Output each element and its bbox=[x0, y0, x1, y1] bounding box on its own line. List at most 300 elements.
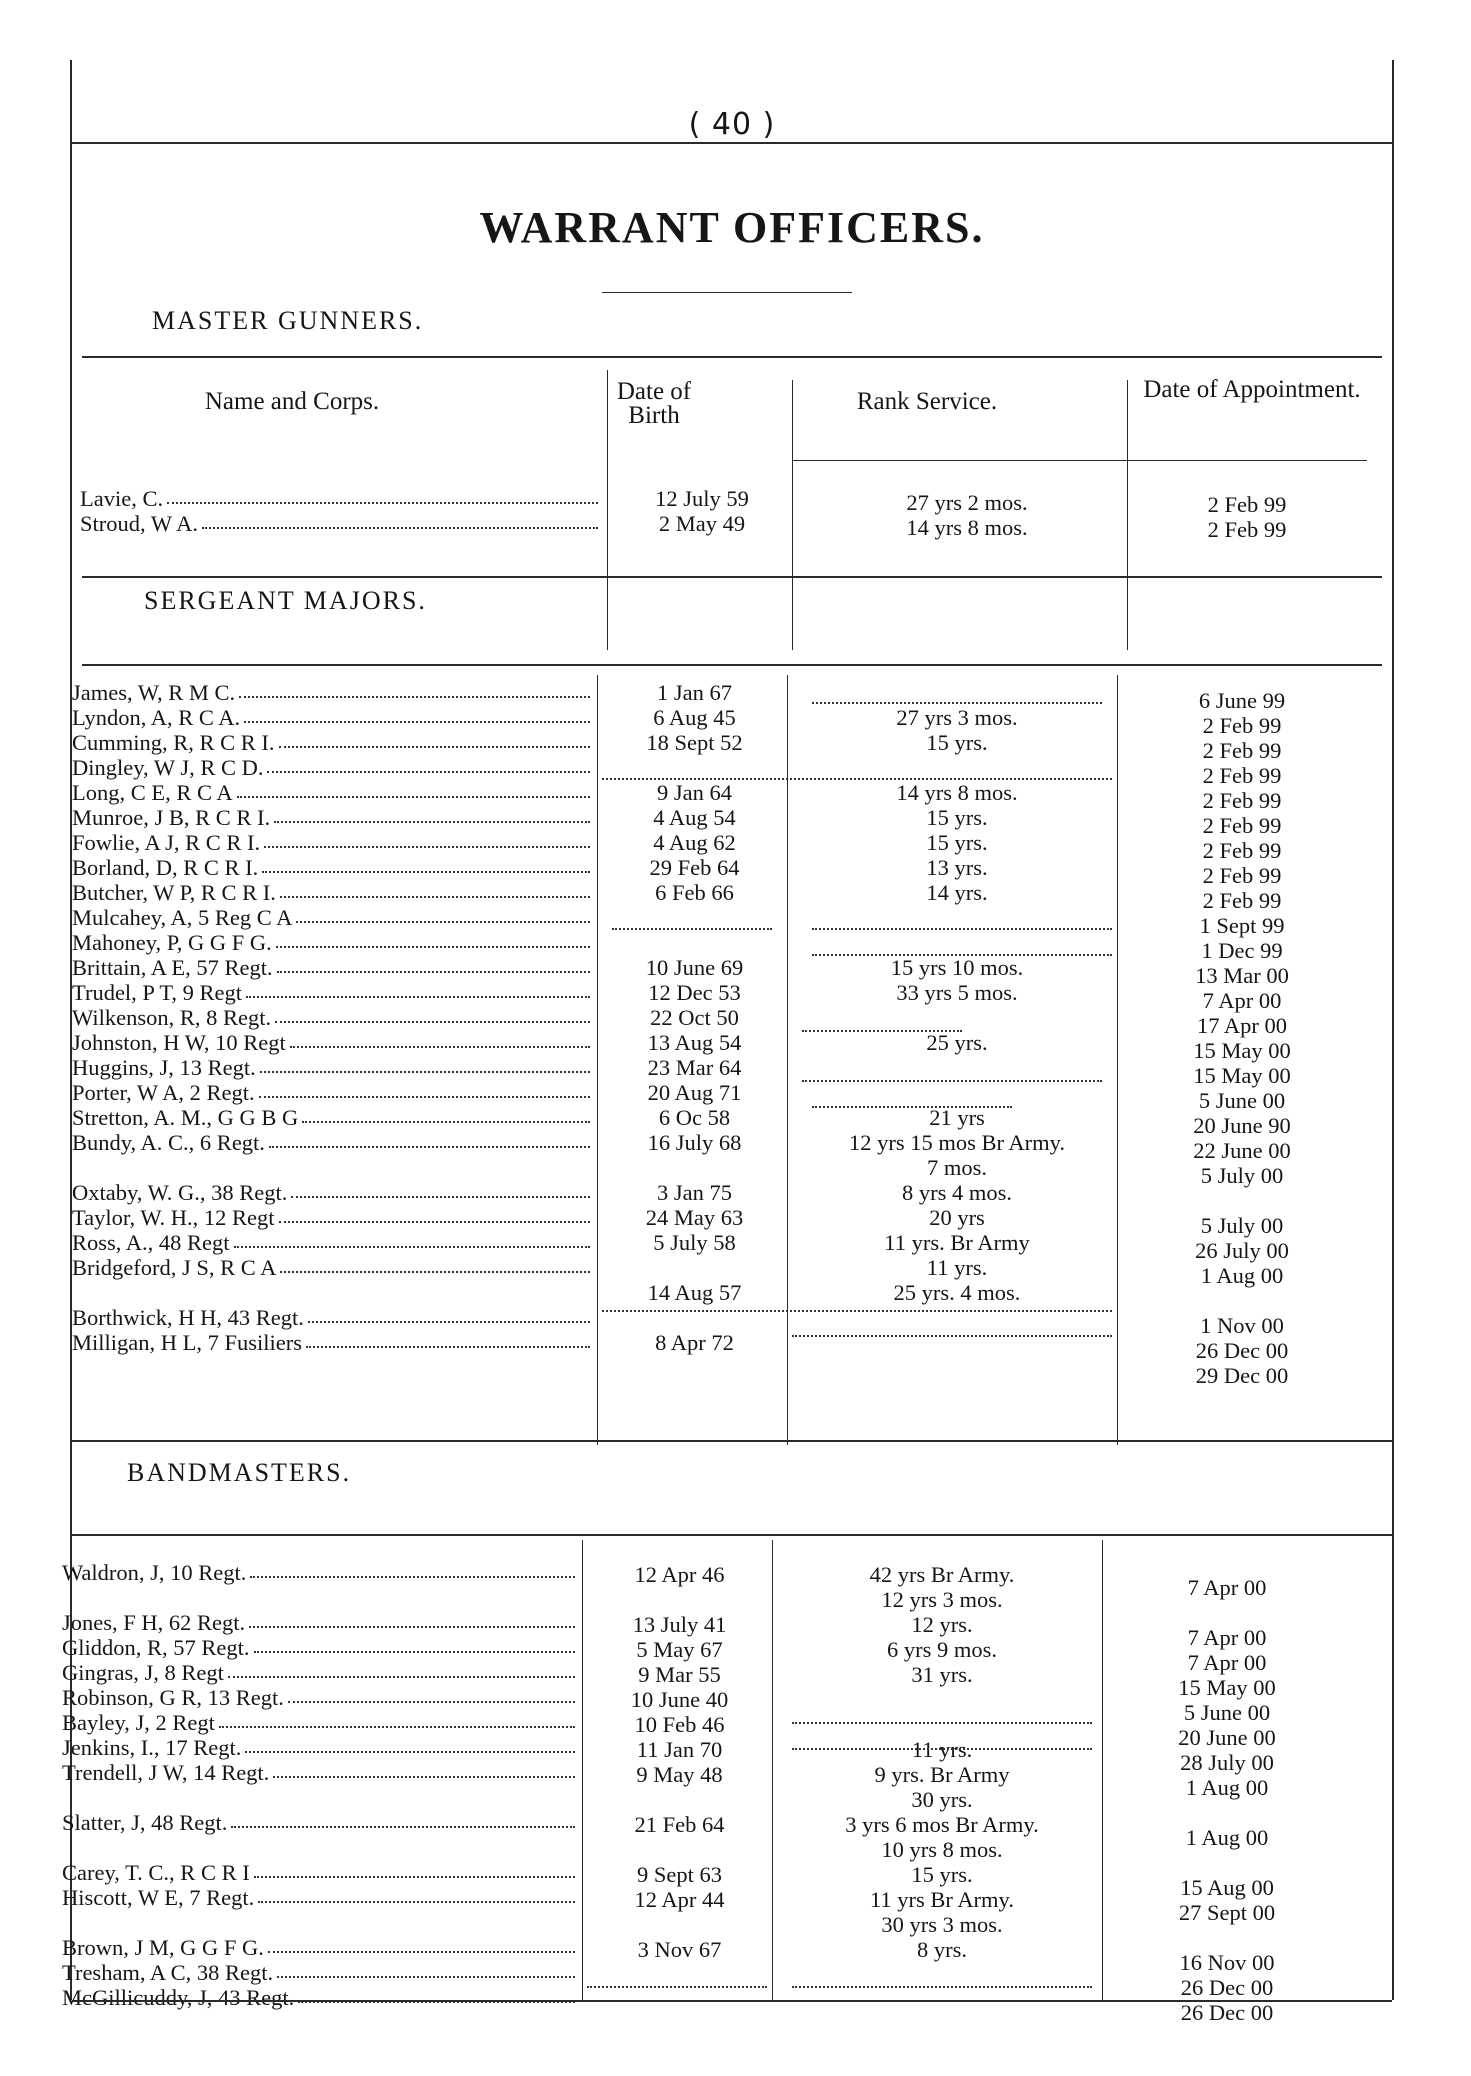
table-row bbox=[62, 1635, 579, 1660]
table-row bbox=[72, 705, 594, 730]
birth-date: 4 Aug 62 bbox=[653, 830, 736, 855]
appointment-date: 1 Sept 99 bbox=[1199, 913, 1285, 938]
rank-service: 33 yrs 5 mos. bbox=[896, 980, 1018, 1005]
leader-dots bbox=[250, 1560, 575, 1578]
table-row bbox=[62, 1860, 579, 1885]
officer-name: Hiscott, W E, 7 Regt. bbox=[62, 1885, 255, 1910]
table-row bbox=[62, 1960, 579, 1985]
bm-divider-1 bbox=[582, 1540, 583, 2000]
leader-dots bbox=[254, 1860, 575, 1878]
sm-divider-2 bbox=[787, 675, 788, 1445]
appointment-date: 7 Apr 00 bbox=[1202, 988, 1282, 1013]
officer-name: Lyndon, A, R C A. bbox=[72, 705, 241, 730]
officer-name: Wilkenson, R, 8 Regt. bbox=[72, 1005, 272, 1030]
officer-name: Mahoney, P, G G F G. bbox=[72, 930, 272, 955]
master-gunners-births bbox=[617, 486, 787, 536]
leader-dots bbox=[264, 830, 590, 848]
appointment-date: 29 Dec 00 bbox=[1195, 1363, 1289, 1388]
rank-service: 31 yrs. bbox=[911, 1662, 973, 1687]
birth-date bbox=[592, 1962, 767, 1987]
mg-header-rule-service bbox=[792, 460, 1127, 461]
officer-name: Jenkins, I., 17 Regt. bbox=[62, 1735, 242, 1760]
leader-dots bbox=[231, 1810, 575, 1828]
table-row bbox=[62, 1910, 579, 1935]
rank-service bbox=[797, 1305, 1117, 1330]
appointment-date: 2 Feb 99 bbox=[1207, 517, 1287, 542]
rank-service bbox=[797, 755, 1117, 780]
birth-date: 8 Apr 72 bbox=[655, 1330, 734, 1355]
leader-dots bbox=[228, 1660, 575, 1678]
mg-divider-1 bbox=[607, 370, 608, 650]
birth-date: 21 Feb 64 bbox=[634, 1812, 725, 1837]
page-number-rule bbox=[72, 142, 1392, 144]
leader-dots bbox=[245, 1735, 575, 1753]
appointment-date bbox=[1112, 1850, 1342, 1875]
rank-service: 8 yrs 4 mos. bbox=[901, 1180, 1012, 1205]
birth-date: 10 Feb 46 bbox=[634, 1712, 725, 1737]
table-row bbox=[62, 1760, 579, 1785]
birth-dotted-rule bbox=[612, 928, 772, 930]
birth-date: 11 Jan 70 bbox=[636, 1737, 723, 1762]
appointment-date: 2 Feb 99 bbox=[1202, 788, 1282, 813]
birth-date: 24 May 63 bbox=[645, 1205, 744, 1230]
rank-service: 27 yrs 3 mos. bbox=[896, 705, 1018, 730]
leader-dots bbox=[249, 1610, 575, 1628]
appointment-date: 28 July 00 bbox=[1180, 1750, 1274, 1775]
sergeant-majors-births bbox=[607, 680, 782, 1355]
table-row bbox=[72, 1130, 594, 1155]
master-gunners-heading: MASTER GUNNERS. bbox=[152, 306, 424, 335]
birth-date: 5 July 58 bbox=[653, 1230, 736, 1255]
rank-service: 9 yrs. Br Army bbox=[874, 1762, 1010, 1787]
rank-service: 21 yrs bbox=[929, 1105, 985, 1130]
birth-date: 4 Aug 54 bbox=[653, 805, 736, 830]
row-dotted-rule bbox=[602, 778, 1112, 780]
table-row bbox=[62, 1885, 579, 1910]
appointment-date: 5 July 00 bbox=[1200, 1163, 1284, 1188]
rank-service: 27 yrs 2 mos. bbox=[906, 490, 1028, 515]
sergeant-majors-heading: SERGEANT MAJORS. bbox=[144, 586, 427, 615]
officer-name: Slatter, J, 48 Regt. bbox=[62, 1810, 228, 1835]
appointment-date: 2 Feb 99 bbox=[1207, 492, 1287, 517]
mg-divider-3 bbox=[1127, 380, 1128, 650]
rank-service: 15 yrs. bbox=[926, 805, 988, 830]
appointment-date: 7 Apr 00 bbox=[1187, 1650, 1267, 1675]
mg-divider-2 bbox=[792, 380, 793, 650]
sm-divider-1 bbox=[597, 675, 598, 1445]
leader-dots bbox=[288, 1685, 575, 1703]
rank-service: 11 yrs. Br Army bbox=[884, 1230, 1030, 1255]
sergeant-majors-names bbox=[72, 680, 594, 1355]
leader-dots bbox=[244, 705, 590, 723]
birth-date: 14 Aug 57 bbox=[647, 1280, 742, 1305]
leader-dots bbox=[277, 1960, 575, 1978]
appointment-date: 2 Feb 99 bbox=[1202, 738, 1282, 763]
service-dotted-rule bbox=[812, 1106, 1012, 1108]
appointment-date: 1 Aug 00 bbox=[1185, 1825, 1269, 1850]
leader-dots bbox=[234, 1230, 590, 1248]
leader-dots bbox=[268, 1935, 575, 1953]
table-row bbox=[80, 486, 602, 511]
table-row bbox=[72, 955, 594, 980]
appointment-date: 7 Apr 00 bbox=[1187, 1575, 1267, 1600]
master-gunners-services bbox=[807, 490, 1127, 540]
bandmasters-births bbox=[592, 1562, 767, 2012]
appointment-date: 2 Feb 99 bbox=[1202, 763, 1282, 788]
table-row bbox=[72, 805, 594, 830]
leader-dots bbox=[167, 486, 598, 504]
leader-dots bbox=[306, 1330, 590, 1348]
appointment-date bbox=[1112, 1600, 1342, 1625]
rank-service: 15 yrs. bbox=[926, 730, 988, 755]
birth-date bbox=[592, 1837, 767, 1862]
officer-name: Lavie, C. bbox=[80, 486, 164, 511]
rank-service bbox=[797, 930, 1117, 955]
birth-date: 9 Sept 63 bbox=[636, 1862, 722, 1887]
birth-date: 23 Mar 64 bbox=[647, 1055, 742, 1080]
table-row bbox=[72, 830, 594, 855]
table-row bbox=[72, 1055, 594, 1080]
leader-dots bbox=[308, 1305, 590, 1323]
officer-name: Brown, J M, G G F G. bbox=[62, 1935, 264, 1960]
appointment-date: 5 July 00 bbox=[1200, 1213, 1284, 1238]
officer-name: Tresham, A C, 38 Regt. bbox=[62, 1960, 274, 1985]
table-row bbox=[80, 511, 602, 536]
officer-name: Borland, D, R C R I. bbox=[72, 855, 259, 880]
appointment-date: 1 Nov 00 bbox=[1200, 1313, 1284, 1338]
leader-dots bbox=[280, 880, 590, 898]
sergeant-majors-services bbox=[797, 680, 1117, 1355]
master-gunners-appointments bbox=[1132, 492, 1362, 542]
row-dotted-rule bbox=[602, 1310, 1112, 1312]
rank-service: 12 yrs 15 mos Br Army. bbox=[848, 1130, 1066, 1155]
appointment-date: 26 Dec 00 bbox=[1180, 2000, 1274, 2025]
birth-date: 22 Oct 50 bbox=[650, 1005, 739, 1030]
table-row bbox=[72, 855, 594, 880]
rank-service bbox=[797, 1080, 1117, 1105]
appointment-date: 22 June 00 bbox=[1193, 1138, 1291, 1163]
officer-name: James, W, R M C. bbox=[72, 680, 236, 705]
service-dotted-rule bbox=[792, 1748, 1092, 1750]
appointment-column-header: Date of Appointment. bbox=[1143, 376, 1361, 403]
table-row bbox=[72, 1330, 594, 1355]
leader-dots bbox=[254, 1635, 575, 1653]
birth-column-header: Date of Birth bbox=[616, 378, 692, 429]
birth-date bbox=[607, 930, 782, 955]
appointment-date: 26 Dec 00 bbox=[1180, 1975, 1274, 2000]
appointment-date: 15 May 00 bbox=[1193, 1063, 1291, 1088]
officer-name: Mulcahey, A, 5 Reg C A bbox=[72, 905, 293, 930]
rank-service: 11 yrs Br Army. bbox=[870, 1887, 1014, 1912]
appointment-date: 2 Feb 99 bbox=[1202, 863, 1282, 888]
appointment-date: 20 June 90 bbox=[1193, 1113, 1291, 1138]
leader-dots bbox=[260, 1055, 590, 1073]
table-row bbox=[72, 755, 594, 780]
appointment-date: 13 Mar 00 bbox=[1195, 963, 1289, 988]
birth-date: 16 July 68 bbox=[647, 1130, 742, 1155]
sergeant-majors-appointments bbox=[1127, 688, 1357, 1388]
birth-date: 6 Aug 45 bbox=[653, 705, 736, 730]
service-dotted-rule bbox=[802, 1080, 1102, 1082]
table-row bbox=[72, 1155, 594, 1180]
leader-dots bbox=[280, 1255, 590, 1273]
table-row bbox=[62, 1610, 579, 1635]
table-row bbox=[62, 1735, 579, 1760]
appointment-date: 2 Feb 99 bbox=[1202, 838, 1282, 863]
table-row bbox=[72, 780, 594, 805]
rank-service: 14 yrs. bbox=[926, 880, 988, 905]
appointment-date: 5 June 00 bbox=[1183, 1700, 1271, 1725]
officer-name: Carey, T. C., R C R I bbox=[62, 1860, 250, 1885]
leader-dots bbox=[237, 780, 590, 798]
birth-dotted-rule bbox=[587, 1986, 767, 1988]
leader-dots bbox=[291, 1180, 590, 1198]
appointment-date: 1 Dec 99 bbox=[1201, 938, 1283, 963]
service-dotted-rule bbox=[812, 702, 1102, 704]
rank-service: 12 yrs. bbox=[911, 1612, 973, 1637]
table-row bbox=[72, 1255, 594, 1280]
birth-date: 12 July 59 bbox=[655, 486, 749, 511]
rank-service: 25 yrs. bbox=[926, 1030, 988, 1055]
service-dotted-rule bbox=[792, 1335, 1112, 1337]
birth-date bbox=[592, 1587, 767, 1612]
officer-name: Huggins, J, 13 Regt. bbox=[72, 1055, 256, 1080]
appointment-date: 2 Feb 99 bbox=[1202, 888, 1282, 913]
rank-service: 3 yrs 6 mos Br Army. bbox=[845, 1812, 1039, 1837]
table-row bbox=[62, 1985, 579, 2010]
appointment-date: 15 Aug 00 bbox=[1180, 1875, 1274, 1900]
appointment-date bbox=[1127, 1188, 1357, 1213]
birth-date: 3 Jan 75 bbox=[657, 1180, 732, 1205]
sergeant-majors-bottom-rule bbox=[72, 1440, 1392, 1442]
appointment-date bbox=[1112, 1925, 1342, 1950]
officer-name: Bundy, A. C., 6 Regt. bbox=[72, 1130, 265, 1155]
officer-name: Waldron, J, 10 Regt. bbox=[62, 1560, 247, 1585]
table-row bbox=[62, 1660, 579, 1685]
page-title: WARRANT OFFICERS. bbox=[479, 203, 985, 252]
officer-name: Long, C E, R C A bbox=[72, 780, 233, 805]
birth-date: 10 June 69 bbox=[645, 955, 744, 980]
birth-date: 6 Feb 66 bbox=[655, 880, 734, 905]
rank-service: 7 mos. bbox=[926, 1155, 987, 1180]
leader-dots bbox=[276, 930, 590, 948]
leader-dots bbox=[290, 1030, 590, 1048]
table-row bbox=[72, 1230, 594, 1255]
birth-date bbox=[607, 1155, 782, 1180]
officer-name: Bridgeford, J S, R C A bbox=[72, 1255, 277, 1280]
officer-name: Porter, W A, 2 Regt. bbox=[72, 1080, 255, 1105]
rank-service: 10 yrs 8 mos. bbox=[881, 1837, 1003, 1862]
table-row bbox=[62, 1785, 579, 1810]
rank-service bbox=[782, 1712, 1102, 1737]
table-row bbox=[62, 1685, 579, 1710]
officer-name: Brittain, A E, 57 Regt. bbox=[72, 955, 273, 980]
birth-date: 3 Nov 67 bbox=[637, 1937, 722, 1962]
rank-service bbox=[797, 1330, 1117, 1355]
bm-divider-2 bbox=[772, 1540, 773, 2000]
table-row bbox=[72, 1305, 594, 1330]
appointment-date bbox=[1127, 1288, 1357, 1313]
table-row bbox=[72, 1030, 594, 1055]
officer-name: Oxtaby, W. G., 38 Regt. bbox=[72, 1180, 288, 1205]
appointment-date: 15 May 00 bbox=[1193, 1038, 1291, 1063]
rank-service: 30 yrs 3 mos. bbox=[881, 1912, 1003, 1937]
birth-date: 12 Apr 46 bbox=[634, 1562, 725, 1587]
birth-date: 10 June 40 bbox=[630, 1687, 729, 1712]
appointment-date: 17 Apr 00 bbox=[1197, 1013, 1287, 1038]
birth-date: 13 Aug 54 bbox=[647, 1030, 742, 1055]
table-row bbox=[72, 980, 594, 1005]
table-row bbox=[72, 930, 594, 955]
birth-date: 12 Apr 44 bbox=[634, 1887, 725, 1912]
table-row bbox=[72, 1180, 594, 1205]
master-gunners-names bbox=[80, 486, 602, 536]
officer-name: Cumming, R, R C R I. bbox=[72, 730, 275, 755]
table-row bbox=[62, 1560, 579, 1585]
service-dotted-rule bbox=[792, 1722, 1092, 1724]
leader-dots bbox=[296, 905, 590, 923]
leader-dots bbox=[258, 1885, 575, 1903]
page-bottom-rule bbox=[72, 2000, 1392, 2002]
table-row bbox=[62, 1810, 579, 1835]
table-row bbox=[72, 1280, 594, 1305]
officer-name: Gingras, J, 8 Regt bbox=[62, 1660, 224, 1685]
table-row bbox=[72, 880, 594, 905]
officer-name: Johnston, H W, 10 Regt bbox=[72, 1030, 286, 1055]
rank-service: 25 yrs. 4 mos. bbox=[893, 1280, 1021, 1305]
appointment-date: 6 June 99 bbox=[1198, 688, 1286, 713]
bandmasters-names bbox=[62, 1560, 579, 2010]
service-column-header: Rank Service. bbox=[856, 388, 998, 415]
table-row bbox=[62, 1935, 579, 1960]
birth-date bbox=[607, 1305, 782, 1330]
rank-service: 14 yrs 8 mos. bbox=[896, 780, 1018, 805]
rank-service: 11 yrs. bbox=[911, 1737, 973, 1762]
appointment-date: 26 Dec 00 bbox=[1195, 1338, 1289, 1363]
rank-service bbox=[797, 1055, 1117, 1080]
birth-date: 5 May 67 bbox=[636, 1637, 723, 1662]
table-row bbox=[72, 1205, 594, 1230]
officer-name: Dingley, W J, R C D. bbox=[72, 755, 264, 780]
bandmasters-top-rule bbox=[72, 1534, 1392, 1536]
bandmasters-services bbox=[782, 1562, 1102, 2012]
officer-name: Ross, A., 48 Regt bbox=[72, 1230, 230, 1255]
appointment-date: 5 June 00 bbox=[1198, 1088, 1286, 1113]
table-row bbox=[72, 905, 594, 930]
sm-divider-3 bbox=[1117, 675, 1118, 1445]
service-dotted-rule bbox=[812, 928, 1112, 930]
leader-dots bbox=[202, 511, 598, 529]
rank-service: 15 yrs. bbox=[926, 830, 988, 855]
birth-date: 6 Oc 58 bbox=[658, 1105, 731, 1130]
officer-name: Gliddon, R, 57 Regt. bbox=[62, 1635, 250, 1660]
bm-divider-3 bbox=[1102, 1540, 1103, 2000]
appointment-date: 27 Sept 00 bbox=[1178, 1900, 1276, 1925]
service-dotted-rule bbox=[812, 954, 1112, 956]
appointment-date: 2 Feb 99 bbox=[1202, 713, 1282, 738]
service-dotted-rule bbox=[792, 1986, 1092, 1988]
leader-dots bbox=[219, 1710, 575, 1728]
birth-date: 18 Sept 52 bbox=[646, 730, 743, 755]
birth-date: 9 Jan 64 bbox=[657, 780, 732, 805]
rank-service: 13 yrs. bbox=[926, 855, 988, 880]
officer-name: Borthwick, H H, 43 Regt. bbox=[72, 1305, 304, 1330]
leader-dots bbox=[279, 1205, 590, 1223]
officer-name: Munroe, J B, R C R I. bbox=[72, 805, 271, 830]
appointment-date: 2 Feb 99 bbox=[1202, 813, 1282, 838]
leader-dots bbox=[275, 1005, 590, 1023]
table-row bbox=[72, 1005, 594, 1030]
appointment-date: 20 June 00 bbox=[1178, 1725, 1276, 1750]
leader-dots bbox=[267, 755, 590, 773]
birth-date bbox=[607, 1255, 782, 1280]
rank-service: 11 yrs. bbox=[926, 1255, 988, 1280]
appointment-date: 1 Aug 00 bbox=[1185, 1775, 1269, 1800]
master-gunners-bottom-rule bbox=[82, 576, 1382, 578]
officer-name: Taylor, W. H., 12 Regt bbox=[72, 1205, 275, 1230]
table-row bbox=[62, 1835, 579, 1860]
table-row bbox=[72, 730, 594, 755]
leader-dots bbox=[262, 855, 590, 873]
leader-dots bbox=[302, 1105, 590, 1123]
appointment-date: 1 Aug 00 bbox=[1200, 1263, 1284, 1288]
bandmasters-heading: BANDMASTERS. bbox=[127, 1458, 352, 1487]
sergeant-majors-top-rule bbox=[82, 664, 1382, 666]
table-row bbox=[72, 680, 594, 705]
birth-date: 29 Feb 64 bbox=[649, 855, 740, 880]
leader-dots bbox=[246, 980, 590, 998]
appointment-date: 7 Apr 00 bbox=[1187, 1625, 1267, 1650]
master-gunners-top-rule bbox=[82, 356, 1382, 358]
birth-date bbox=[592, 1912, 767, 1937]
leader-dots bbox=[269, 1130, 590, 1148]
appointment-date: 26 July 00 bbox=[1195, 1238, 1289, 1263]
rank-service: 15 yrs 10 mos. bbox=[890, 955, 1024, 980]
leader-dots bbox=[259, 1080, 590, 1098]
birth-date: 9 Mar 55 bbox=[638, 1662, 721, 1687]
warrant-officers-page bbox=[62, 60, 1394, 2025]
leader-dots bbox=[273, 1760, 575, 1778]
officer-name: Butcher, W P, R C R I. bbox=[72, 880, 276, 905]
officer-name: Bayley, J, 2 Regt bbox=[62, 1710, 215, 1735]
rank-service bbox=[782, 1962, 1102, 1987]
leader-dots bbox=[279, 730, 590, 748]
leader-dots bbox=[239, 680, 590, 698]
table-row bbox=[62, 1710, 579, 1735]
rank-service bbox=[797, 1005, 1117, 1030]
service-dotted-rule bbox=[802, 1030, 962, 1032]
officer-name: McGillicuddy, J, 43 Regt. bbox=[62, 1985, 295, 2010]
officer-name: Trudel, P T, 9 Regt bbox=[72, 980, 243, 1005]
leader-dots bbox=[274, 805, 590, 823]
page-number: ( 40 ) bbox=[688, 107, 776, 142]
birth-date bbox=[607, 755, 782, 780]
birth-date: 1 Jan 67 bbox=[657, 680, 732, 705]
officer-name: Milligan, H L, 7 Fusiliers bbox=[72, 1330, 302, 1355]
rank-service: 6 yrs 9 mos. bbox=[886, 1637, 997, 1662]
rank-service: 20 yrs bbox=[929, 1205, 985, 1230]
rank-service: 8 yrs. bbox=[917, 1937, 967, 1962]
officer-name: Robinson, G R, 13 Regt. bbox=[62, 1685, 284, 1710]
rank-service bbox=[782, 1687, 1102, 1712]
officer-name: Fowlie, A J, R C R I. bbox=[72, 830, 261, 855]
birth-date: 12 Dec 53 bbox=[648, 980, 741, 1005]
name-column-header: Name and Corps. bbox=[204, 388, 380, 415]
birth-date: 2 May 49 bbox=[658, 511, 746, 536]
rank-service: 30 yrs. bbox=[911, 1787, 973, 1812]
rank-service: 15 yrs. bbox=[911, 1862, 973, 1887]
birth-date bbox=[592, 1787, 767, 1812]
